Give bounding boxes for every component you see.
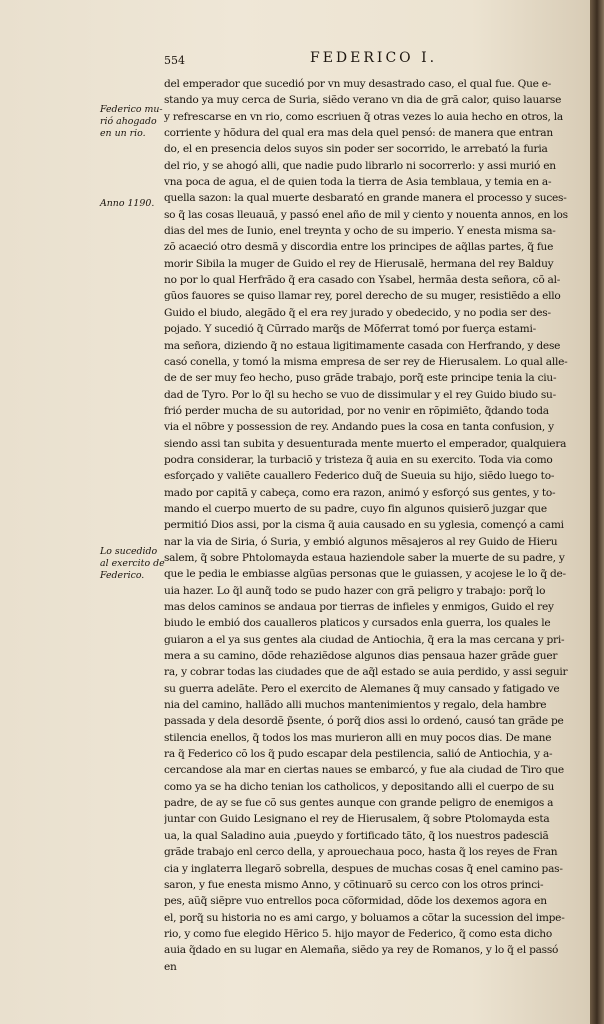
margin-note-line: al exercito de [100,558,165,569]
body-line: mas delos caminos se andaua por tierras de infieles y enmigos, Guido el rey [164,601,554,613]
body-line: del rio, y se ahogó alli, que nadie pudo librarlo ni socorrerlo: y assi murió en [164,159,556,172]
body-line: via el nõbre y possession de rey. Andando pues la cosa en tanta confusion, y [164,421,554,434]
body-line: gũos fauores se quiso llamar rey, porel derecho de su muger, resistiẽdo a ello [164,290,561,303]
page-number: 554 [164,54,185,67]
body-line: dad de Tyro. Por lo q̃l su hecho se vuo de dissimular y el rey Guido biudo su- [164,388,556,401]
body-line: stando ya muy cerca de Suria, siẽdo verano vn dia de grã calor, quiso lauarse [164,94,562,107]
body-line: vna poca de agua, el de quien toda la tierra de Asia temblaua, y temia en a- [164,176,552,189]
margin-note-line: rió ahogado [100,116,157,127]
body-line: cia y inglaterra llegarõ sobrella, despues de muchas cosas q̃ enel camino pas- [164,862,563,875]
body-line: stilencia enellos, q̃ todos los mas murieron alli en muy pocos dias. De mane [164,731,552,744]
margin-note-line: Federico. [100,570,145,581]
body-line: permitió Dios assi, por la cisma q̃ auia causado en su yglesia, començó a cami [164,519,564,532]
body-line: no por lo qual Herfrãdo q̃ era casado con Ysabel, hermãa desta señora, cõ al- [164,274,561,287]
body-line: y refrescarse en vn rio, como escriuen q̃ otras vezes lo auia hecho en otros, la [164,110,563,123]
body-line: pes, aũq̃ siẽpre vuo entrellos poca cõformidad, dõde los dexemos agora en [164,895,547,908]
body-line: ra, y cobrar todas las ciudades que de aq̃l estado se auia perdido, y assi seguir [164,666,568,679]
running-title: FEDERICO I. [310,50,438,66]
margin-note-line: Lo sucedido [100,546,158,557]
body-line: auia q̃dado en su lugar en Alemaña, siẽdo ya rey de Romanos, y lo q̃ el passó [164,944,559,957]
body-line: que le pedia le embiasse algũas personas que le guiassen, y acojese le lo q̃ de- [164,568,566,581]
body-line: biudo le embió dos caualleros platicos y cursados enla guerra, los quales le [164,617,551,630]
body-line: juntar con Guido Lesignano el rey de Hierusalem, q̃ sobre Ptolomayda esta [164,813,550,826]
body-line: su guerra adelãte. Pero el exercito de Alemanes q̃ muy cansado y fatigado ve [164,682,560,695]
body-line: nar la via de Siria, ó Suria, y embió algunos mẽsajeros al rey Guido de Hieru [164,535,558,548]
body-text [164,76,580,975]
body-line: morir Sibila la muger de Guido el rey de Hierusalẽ, hermana del rey Balduy [164,257,554,270]
body-line: pojado. Y sucedió q̃ Cũrrado marq̃s de Mõferrat tomó por fuerça estami- [164,323,536,336]
margin-note-drowning [100,104,164,140]
body-line: Guido el biudo, alegãdo q̃ el era rey jurado y obedecido, y no podia ser des- [164,306,551,319]
body-line: passada y dela desordẽ p̃sente, ó porq̃ dios assi lo ordenó, causó tan grãde pe [164,715,564,728]
body-line: el, porq̃ su historia no es ami cargo, y boluamos a cõtar la sucession del impe- [164,911,565,924]
body-line: nia del camino, hallãdo alli muchos mantenimientos y regalo, dela hambre [164,699,547,712]
body-line: uia hazer. Lo q̃l aunq̃ todo se pudo hazer con grã peligro y trabajo: porq̃ lo [164,584,546,597]
body-line: mando el cuerpo muerto de su padre, cuyo fin algunos quisierõ juzgar que [164,502,547,515]
body-line: mera a su camino, dõde rehaziẽdose algunos dias pensaua hazer grãde guer [164,650,558,663]
body-line: so q̃ las cosas lleuauã, y passó enel año de mil y ciento y nouenta annos, en los [164,208,568,221]
body-line: cercandose ala mar en ciertas naues se embarcó, y fue ala ciudad de Tiro que [164,764,564,777]
body-line: siendo assi tan subita y desuenturada mente muerto el emperador, qualquiera [164,437,567,450]
margin-note-line: en un rio. [100,128,146,139]
body-line: rio, y como fue elegido Hẽrico 5. hijo mayor de Federico, q̃ como esta dicho [164,927,552,940]
body-line: ra q̃ Federico cõ los q̃ pudo escapar dela pestilencia, salió de Antiochia, y a- [164,748,553,761]
body-line: de de ser muy feo hecho, puso grãde trabajo, porq̃ este principe tenia la ciu- [164,372,557,385]
page-header [164,50,584,70]
margin-note-line: Anno 1190. [100,198,155,209]
body-line: en [164,960,177,973]
margin-note-year [100,198,164,210]
body-line: casó conella, y tomó la misma empresa de ser rey de Hierusalem. Lo qual alle- [164,355,568,368]
body-line: frió perder mucha de su autoridad, por no venir en rõpimiẽto, q̃dando toda [164,404,549,417]
margin-note-line: Federico mu- [100,104,163,115]
body-line: padre, de ay se fue cõ sus gentes aunque con grande peligro de enemigos a [164,797,554,810]
body-line: como ya se ha dicho tenian los catholicos, y depositando alli el cuerpo de su [164,780,555,793]
body-line: dias del mes de Iunio, enel treynta y ocho de su imperio. Y enesta misma sa- [164,225,556,238]
body-line: quella sazon: la qual muerte desbarató en grande manera el processo y suces- [164,192,567,205]
body-line: podra considerar, la turbaciõ y tristeza q̃ auia en su exercito. Toda via como [164,453,553,466]
body-line: salem, q̃ sobre Phtolomayda estaua haziendole saber la muerte de su padre, y [164,551,565,564]
body-line: ua, la qual Saladino auia ,pueydo y fortificado tãto, q̃ los nuestros padesciã [164,829,549,842]
body-line: esforçado y valiẽte cauallero Federico duq̃ de Sueuia su hijo, siẽdo luego to- [164,470,555,483]
body-line: mado por capitã y cabeça, como era razon, animó y esforçó sus gentes, y to- [164,486,556,499]
book-gutter [590,0,604,1024]
body-line: ma señora, diziendo q̃ no estaua ligitimamente casada con Herfrando, y dese [164,339,561,352]
margin-note-army [100,546,164,582]
body-line: del emperador que sucedió por vn muy desastrado caso, el qual fue. Que e- [164,78,552,90]
body-line: zõ acaeció otro desmã y discordia entre los principes de aq̃llas partes, q̃ fue [164,241,554,254]
body-line: saron, y fue enesta mismo Anno, y cõtinuarõ su cerco con los otros princi- [164,878,544,891]
body-line: grãde trabajo enl cerco della, y aprouechaua poco, hasta q̃ los reyes de Fran [164,846,558,859]
body-line: guiaron a el ya sus gentes ala ciudad de Antiochia, q̃ era la mas cercana y pri- [164,633,565,646]
body-line: corriente y hõdura del qual era mas dela quel pensó: de manera que entran [164,127,553,140]
body-line: do, el en presencia delos suyos sin poder ser socorrido, le arrebató la furia [164,143,548,156]
